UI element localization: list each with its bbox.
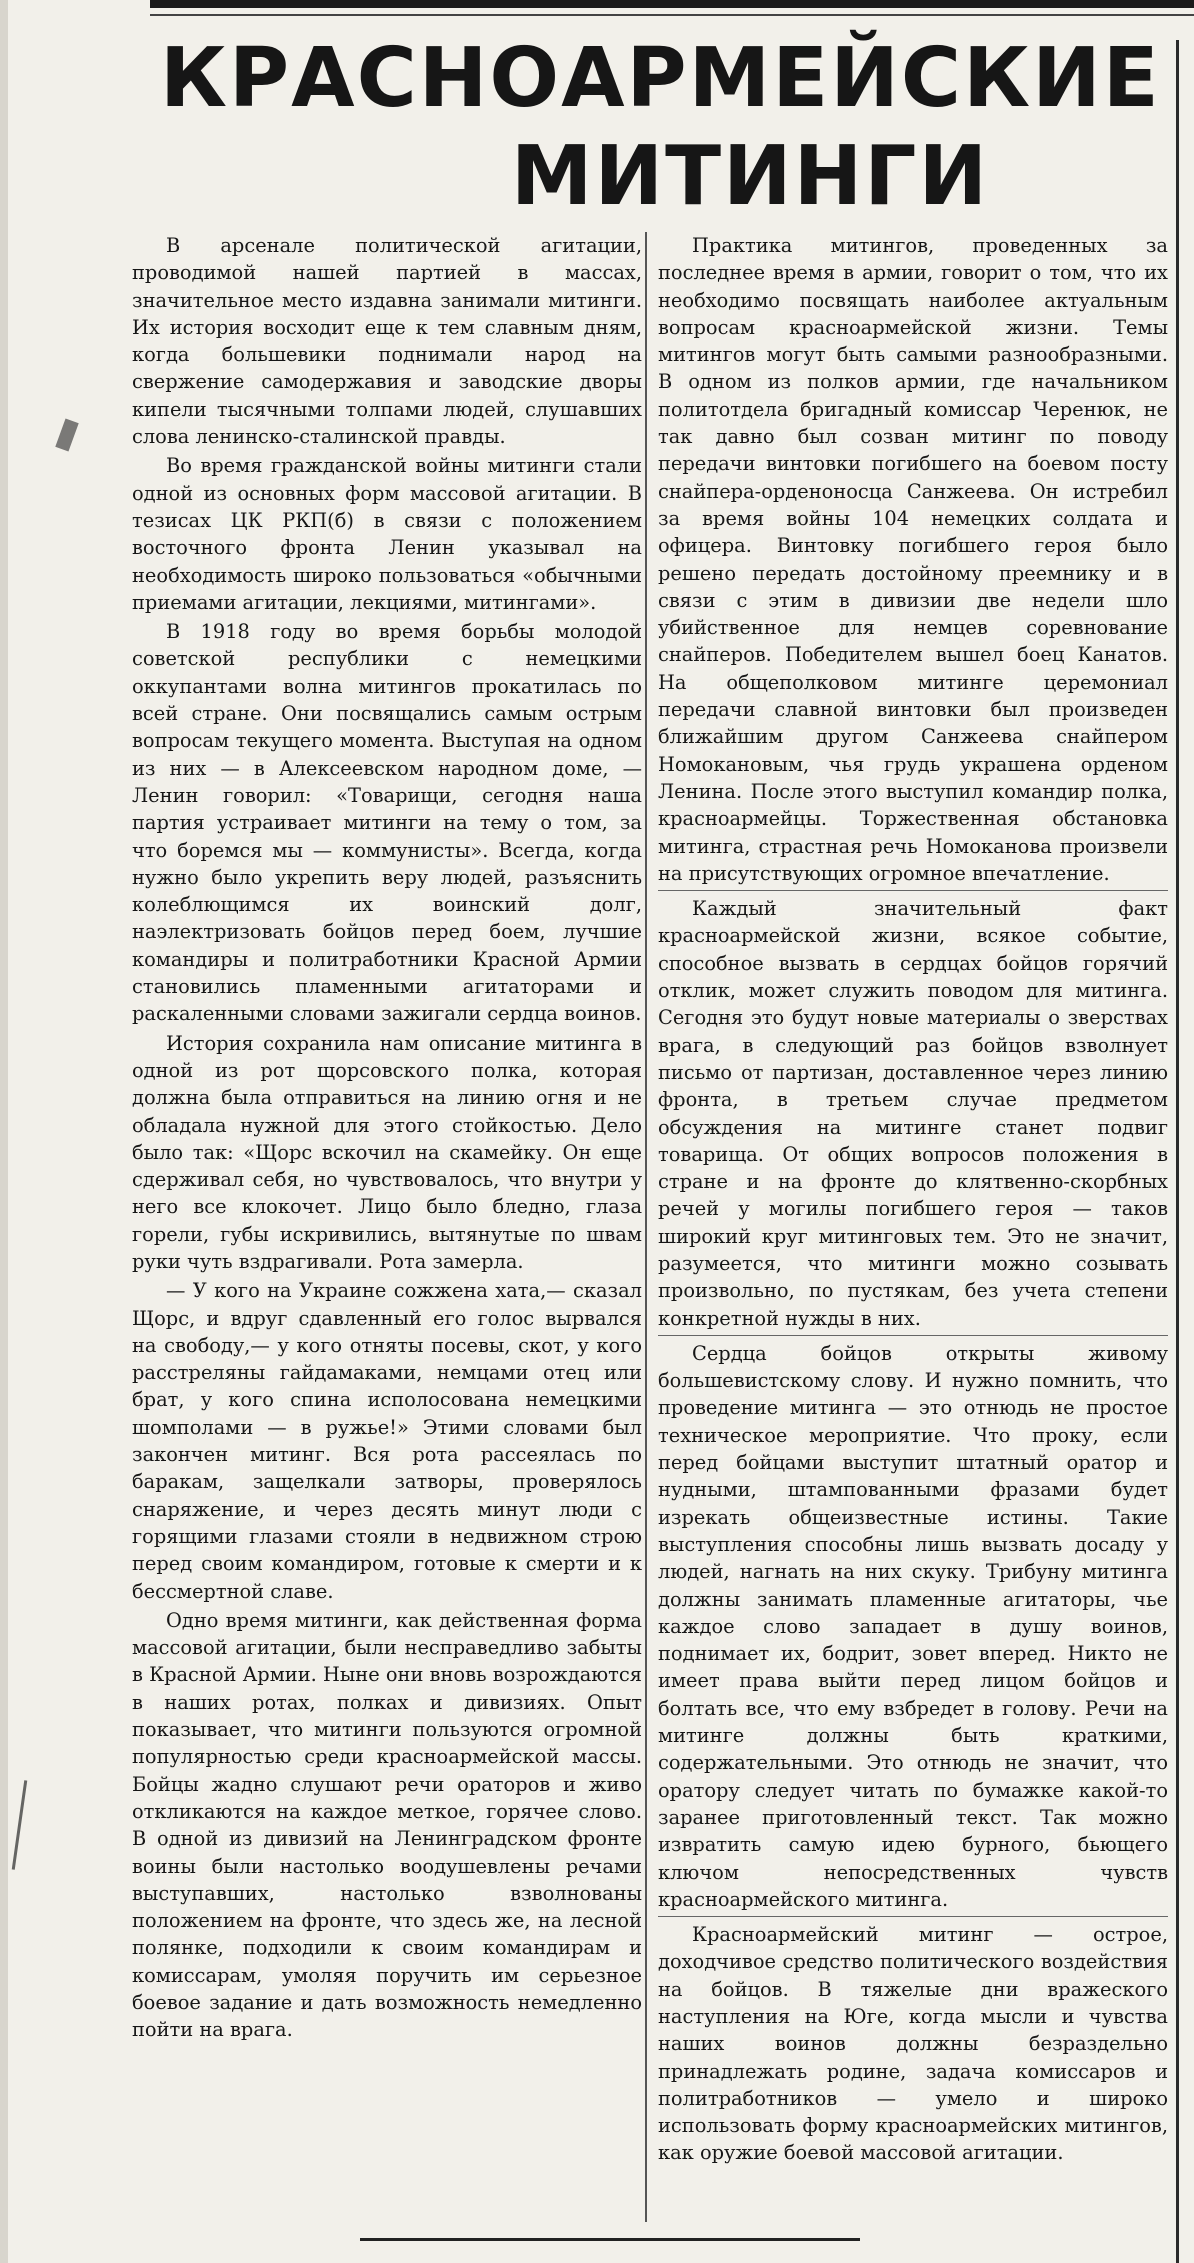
title-line-2: МИТИНГИ [510, 129, 990, 224]
page-edge [0, 0, 8, 2263]
article-title [160, 30, 1160, 226]
paragraph: В арсенале политической агитации, проводимой нашей партией в массах, значительное место издавна занимали митинги. Их история восходит еще к тем славным дням, когда большевики поднимали народ на свержение самодержавия и заводские дворы кипели тысячными толпами людей, слушавших слова ленинско-сталинской правды. [132, 234, 642, 449]
paragraph-rule [658, 890, 1168, 891]
paragraph: История сохранила нам описание митинга в одной из рот щорсовского полка, которая должна была отправиться на линию огня и не обладала нужной для этого стойкостью. Дело было так: «Щорс вскочил на скамейку. Он еще сдерживал себя, но чувствовалось, что внутри у него все клокочет. Лицо было бледно, глаза горели, губы искривились, вытянутые по швам руки чуть вздрагивали. Рота замерла. [132, 1031, 642, 1273]
paragraph-rule [658, 1916, 1168, 1917]
paragraph-rule [658, 1335, 1168, 1336]
paragraph: Во время гражданской войны митинги стали одной из основных форм массовой агитации. В тезисах ЦК РКП(б) в связи с положением восточного фронта Ленин указывал на необходимость широко пользоваться «обычными приемами агитации, лекциями, митингами». [132, 454, 642, 614]
top-rule [150, 0, 1194, 8]
margin-mark [12, 1780, 27, 1870]
column-divider [645, 232, 647, 2222]
paragraph: Красноармейский митинг — острое, доходчивое средство политического воздействия на бойцов. В тяжелые дни вражеского наступления на Юге, когда мысли и чувства наших воинов должны безраздельно принадлежать родине, задача комиссаров и политработников — умело и широко использовать форму красноармейских митингов, как оружие боевой массовой агитации. [658, 1923, 1168, 2165]
top-rule-thin [150, 14, 1194, 16]
title-line-1: КРАСНОАРМЕЙСКИЕ [160, 31, 1161, 126]
left-column [132, 232, 642, 2046]
paragraph: Сердца бойцов открыты живому большевистскому слову. И нужно помнить, что проведение митинга — это отнюдь не простое техническое мероприятие. Что проку, если перед бойцами выступит штатный оратор и нудными, штампованными фразами будет изрекать общеизвестные истины. Такие выступления способны лишь вызвать досаду у людей, нагнать на них скуку. Трибуну митинга должны занимать пламенные агитаторы, чье каждое слово западает в душу воинов, поднимает их, бодрит, зовет вперед. Никто не имеет права выйти перед лицом бойцов и болтать все, что ему взбредет в голову. Речи на митинге должны быть краткими, содержательными. Это отнюдь не значит, что оратору следует читать по бумажке какой-то заранее приготовленный текст. Так можно извратить самую идею бурного, бьющего ключом непосредственных чувств красноармейского митинга. [658, 1341, 1168, 1911]
paragraph: Каждый значительный факт красноармейской жизни, всякое событие, способное вызвать в сердцах бойцов горячий отклик, может служить поводом для митинга. Сегодня это будут новые материалы о зверствах врага, в следующий раз бойцов взволнует письмо от партизан, доставленное через линию фронта, в третьем случае предметом обсуждения на митинге станет подвиг товарища. От общих вопросов положения в стране и на фронте до клятвенно-скорбных речей у могилы погибшего героя — таков широкий круг митинговых тем. Это не значит, разумеется, что митинги можно созывать произвольно, по пустякам, без учета степени конкретной нужды в них. [658, 897, 1168, 1330]
paragraph: Одно время митинги, как действенная форма массовой агитации, были несправедливо забыты в Красной Армии. Ныне они вновь возрождаются в наших ротах, полках и дивизиях. Опыт показывает, что митинги пользуются огромной популярностью среди красноармейской массы. Бойцы жадно слушают речи ораторов и живо откликаются на каждое меткое, горячее слово. В одной из дивизий на Ленинградском фронте воины были настолько воодушевлены речами выступавших, настолько взволнованы положением на фронте, что здесь же, на лесной полянке, подходили к своим командирам и комиссарам, умоляя поручить им серьезное боевое задание и дать возможность немедленно пойти на врага. [132, 1608, 642, 2042]
paragraph: В 1918 году во время борьбы молодой советской республики с немецкими оккупантами волна митингов прокатилась по всей стране. Они посвящались самым острым вопросам текущего момента. Выступая на одном из них — в Алексеевском народном доме, — Ленин говорил: «Товарищи, сегодня наша партия устраивает митинги на тему о том, за что боремся мы — коммунисты». Всегда, когда нужно было укрепить веру людей, разъяснить колеблющимся их воинский долг, наэлектризовать бойцов перед боем, лучшие командиры и политработники Красной Армии становились пламенными агитаторами и раскаленными словами зажигали сердца воинов. [132, 620, 642, 1026]
margin-mark [55, 419, 78, 452]
right-column [658, 232, 1168, 2169]
paragraph: Практика митингов, проведенных за последнее время в армии, говорит о том, что их необходимо посвящать наиболее актуальным вопросам красноармейской жизни. Темы митингов могут быть самыми разнообразными. В одном из полков армии, где начальником политотдела бригадный комиссар Черенюк, не так давно был созван митинг по поводу передачи винтовки погибшего на боевом посту снайпера-орденоносца Санжеева. Он истребил за время войны 104 немецких солдата и офицера. Винтовку погибшего героя было решено передать достойному преемнику и в связи с этим в дивизии две недели шло убийственное для немцев соревнование снайперов. Победителем вышел боец Канатов. На общеполковом митинге церемониал передачи славной винтовки был произведен ближайшим другом Санжеева снайпером Номокановым, чья грудь украшена орденом Ленина. После этого выступил командир полка, красноармейцы. Торжественная обстановка митинга, страстная речь Номоканова произвели на присутствующих огромное впечатление. [658, 234, 1168, 885]
bottom-rule [360, 2238, 860, 2241]
paragraph: — У кого на Украине сожжена хата,— сказал Щорс, и вдруг сдавленный его голос вырвался на свободу,— у кого отняты посевы, скот, у кого расстреляны гайдамаками, немцами отец или брат, у кого спина исполосована немецкими шомполами — в ружье!» Этими словами был закончен митинг. Вся рота рассеялась по баракам, защелкали затворы, проверялось снаряжение, и через десять минут люди с горящими глазами стояли в недвижном строю перед своим командиром, готовые к смерти и к бессмертной славе. [132, 1279, 642, 1603]
right-rule [1176, 40, 1179, 2263]
